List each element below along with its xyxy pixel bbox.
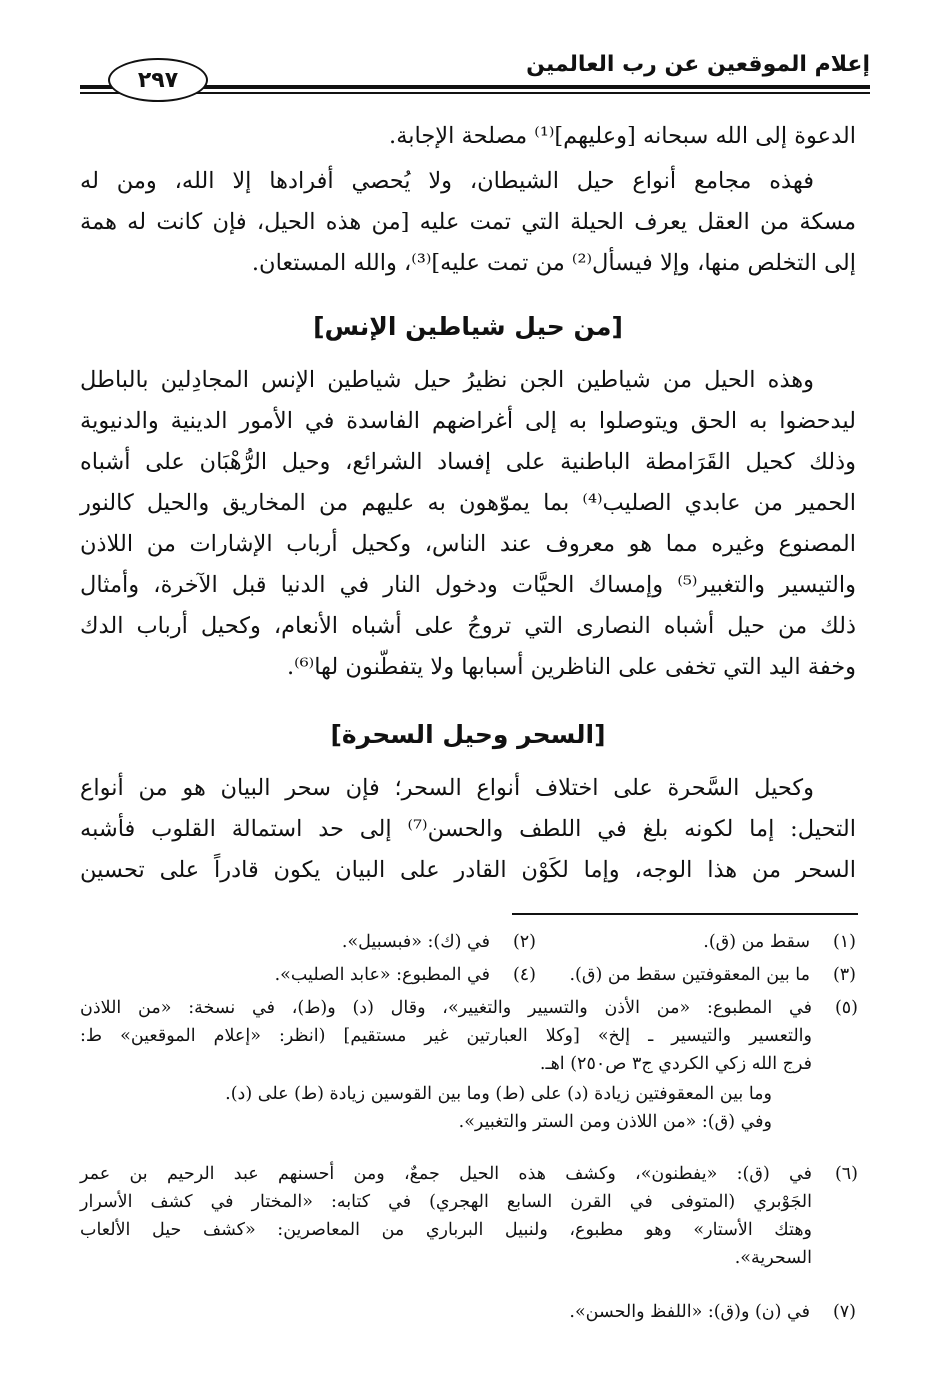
footnote-line: وهتك الأستار» وهو مطبوع، ولنبيل البرباري من المعاصرين: «كشف حيل الألعاب <box>80 1220 812 1240</box>
page-number: ٢٩٧ <box>137 67 179 93</box>
section-heading: [من حيل شياطين الإنس] <box>313 312 623 341</box>
text-line: وخفة اليد التي تخفى على الناظرين أسبابها ولا يتفطّنون لها⁽⁶⁾. <box>286 654 856 680</box>
footnote-text: في المطبوع: «عابد الصليب». <box>274 965 490 985</box>
text-line: وكحيل السَّحرة على اختلاف أنواع السحر؛ فإن سحر البيان هو من أنواع <box>80 775 814 801</box>
paragraph-3 <box>80 360 856 688</box>
text-line: إلى التخلص منها، وإلا فيسأل⁽²⁾ من تمت عليه]⁽³⁾، والله المستعان. <box>251 250 856 276</box>
footnote-7 <box>356 1297 856 1327</box>
text-line: الحمير من عابدي الصليب⁽⁴⁾ بما يموّهون به عليهم من المخاريق والحيل كالنور <box>80 490 856 516</box>
text-line: وذلك كحيل القَرَامطة الباطنية على إفساد الشرائع، وحيل الرُّهْبَان على أشباه <box>80 449 856 475</box>
footnote-line: الجَوْبري (المتوفى في القرن السابع الهجري) في كتابه: «المختار في كشف الأسرار <box>80 1192 812 1212</box>
paragraph-4 <box>80 768 856 891</box>
footnote-1 <box>556 927 856 957</box>
text-line: التحيل: إما لكونه بلغ في اللطف والحسن⁽⁷⁾ إلى حد استمالة القلوب فأشبه <box>80 816 856 842</box>
footnote-number: (١) <box>832 932 856 952</box>
footnote-line: في المطبوع: «من الأذن والتسيير والتغيير»، وقال (د) و(ط)، في نسخة: «من اللاذن <box>80 998 812 1018</box>
text-line: المصنوع وغيره مما هو معروف عند الناس، وكحيل أرباب الإشارات من اللاذن <box>80 531 856 557</box>
book-title: إعلام الموقعين عن رب العالمين <box>526 52 870 77</box>
page-number-oval <box>108 58 208 102</box>
text-line: السحر من هذا الوجه، وإما لكَوْن القادر على البيان يكون قادراً على تحسين <box>80 857 856 883</box>
footnote-line: والتعسير والتيسير ـ إلخ» [وكلا العبارتين غير مستقيم] (انظر: «إعلام الموقعين» ط: <box>80 1026 812 1046</box>
section-heading: [السحر وحيل السحرة] <box>330 720 606 749</box>
footnote-5 <box>80 994 858 1136</box>
footnote-number: (٧) <box>832 1302 856 1322</box>
text-line: ذلك من حيل أشباه النصارى التي تروجُ على أشباه الأنعام، وكحيل أرباب الدك <box>80 613 856 639</box>
footnote-number: (٢) <box>512 932 536 952</box>
footnote-text: ما بين المعقوفتين سقط من (ق). <box>569 965 810 985</box>
footnote-number: (٥) <box>834 998 858 1018</box>
text-line: والتيسير والتغبير⁽⁵⁾ وإمساك الحيَّات ودخول النار في الدنيا قبل الآخرة، وأمثال <box>80 572 856 598</box>
footnote-line: فرج الله زكي الكردي ج٣ ص٢٥٠) اهـ. <box>539 1054 812 1074</box>
footnote-3 <box>556 960 856 990</box>
footnote-line: في (ق): «يفطنون»، وكشف هذه الحيل جمعٌ، ومن أحسنهم عبد الرحيم بن عمر <box>80 1164 812 1184</box>
footnote-4 <box>236 960 536 990</box>
footnote-line: السحرية». <box>734 1248 812 1268</box>
text-line: مسكة من العقل يعرف الحيلة التي تمت عليه [من هذه الحيل، فإن كانت له همة <box>80 209 856 235</box>
paragraph-2 <box>80 161 856 284</box>
text-line: وهذه الحيل من شياطين الجن نظيرُ حيل شياطين الإنس المجادِلين بالباطل <box>80 367 814 393</box>
paragraph-1 <box>80 116 856 157</box>
footnote-text: في (ك): «فبسبيل». <box>341 932 490 952</box>
footnote-number: (٤) <box>512 965 536 985</box>
text-line: ليدحضوا به الحق ويتوصلوا به إلى أغراضهم الفاسدة في الأمور الدينية والدنيوية <box>80 408 856 434</box>
footnote-separator <box>512 913 858 915</box>
footnote-6 <box>80 1160 858 1272</box>
footnote-text: سقط من (ق). <box>703 932 810 952</box>
footnote-text: في (ن) و(ق): «اللفظ والحسن». <box>569 1302 810 1322</box>
footnote-2 <box>236 927 536 957</box>
footnote-line: وما بين المعقوفتين زيادة (د) على (ط) وما بين القوسين زيادة (ط) على (د). <box>225 1084 772 1104</box>
text-line: فهذه مجامع أنواع حيل الشيطان، ولا يُحصي أفرادها إلا الله، ومن له <box>80 168 814 194</box>
running-header <box>80 44 870 106</box>
text-line: الدعوة إلى الله سبحانه [وعليهم]⁽¹⁾ مصلحة الإجابة. <box>389 123 856 149</box>
footnote-number: (٦) <box>834 1164 858 1184</box>
footnote-line: وفي (ق): «من اللاذن ومن الستر والتغبير». <box>458 1112 772 1132</box>
footnote-number: (٣) <box>832 965 856 985</box>
